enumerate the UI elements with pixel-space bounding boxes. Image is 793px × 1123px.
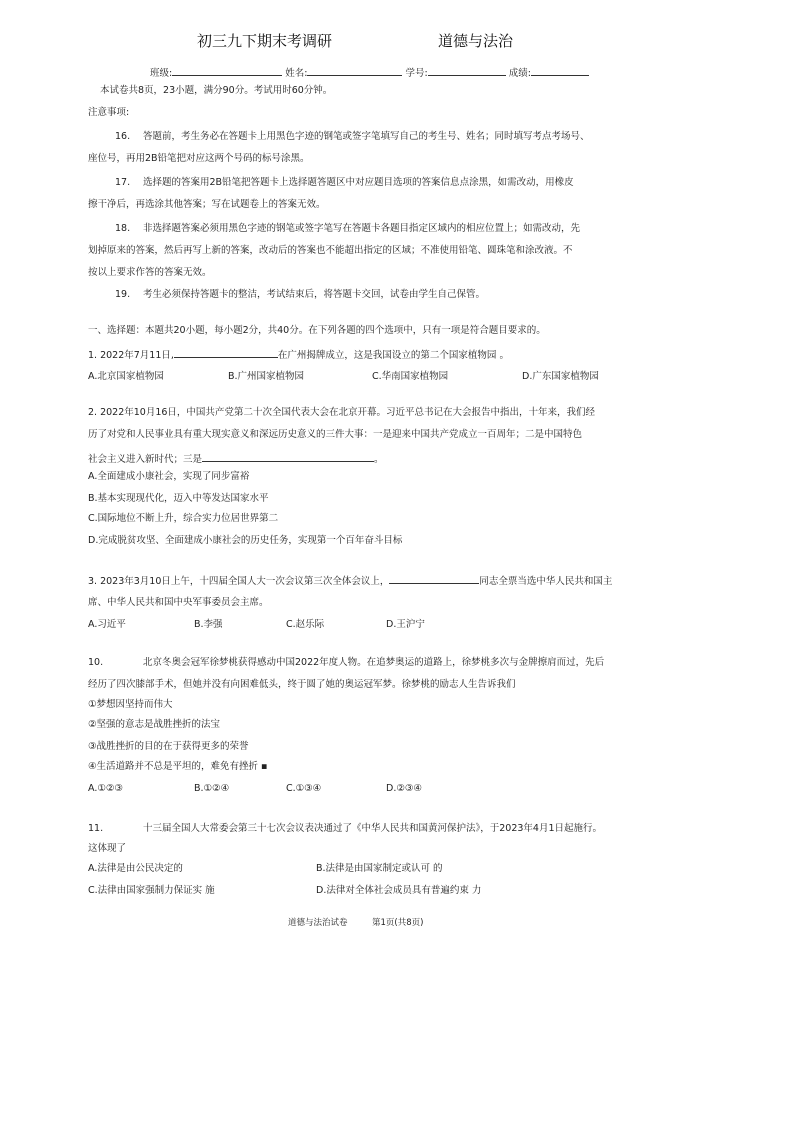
question-1 bbox=[88, 346, 509, 362]
score-label: 成绩: bbox=[508, 68, 531, 79]
subject-title: 道德与法治 bbox=[438, 32, 514, 50]
option-c[interactable]: C.①③④ bbox=[286, 783, 322, 794]
option-c[interactable]: C.华南国家植物园 bbox=[372, 371, 449, 382]
option-a[interactable]: A.①②③ bbox=[88, 783, 123, 794]
notice-line: 划掉原来的答案，然后再写上新的答案，改动后的答案也不能超出指定的区域；不准使用铅笔、圆珠笔和涂改液。不 bbox=[88, 245, 573, 256]
notice-line: 选择题的答案用2B铅笔把答题卡上选择题答题区中对应题目选项的答案信息点涂黑，如需改动，用橡皮 bbox=[143, 177, 574, 188]
question-text: 社会主义进入新时代；三是 bbox=[88, 454, 203, 465]
question-11-line: 十三届全国人大常委会第三十七次会议表决通过了《中华人民共和国黄河保护法》，于2023年4月1日起施行。 bbox=[143, 823, 603, 834]
option-c[interactable]: C.法律由国家强制力保证实 施 bbox=[88, 885, 215, 896]
question-text: 在广州揭牌成立，这是我国设立的第二个国家植物园 。 bbox=[277, 350, 509, 361]
number-label: 学号: bbox=[405, 68, 428, 79]
statement-item: ③战胜挫折的目的在于获得更多的荣誉 bbox=[88, 741, 249, 752]
option-d[interactable]: D.法律对全体社会成员具有普遍约束 力 bbox=[316, 885, 482, 896]
question-2-line bbox=[88, 450, 384, 466]
answer-blank[interactable] bbox=[174, 346, 278, 358]
question-text: 3. 2023年3月10日上午，十四届全国人大一次会议第三次全体会议上， bbox=[88, 576, 390, 587]
notice-line: 答题前，考生务必在答题卡上用黑色字迹的钢笔或签字笔填写自己的考生号、姓名；同时填写考点考场号、 bbox=[143, 131, 590, 142]
notice-number: 18. bbox=[115, 223, 131, 234]
question-2-line: 历了对党和人民事业具有重大现实意义和深远历史意义的三件大事：一是迎来中国共产党成立一百周年；二是中国特色 bbox=[88, 429, 583, 440]
notice-number: 19. bbox=[115, 289, 131, 300]
option-d[interactable]: D.王沪宁 bbox=[386, 619, 425, 630]
question-text: 。 bbox=[374, 454, 384, 465]
option-b[interactable]: B.法律是由国家制定或认可 的 bbox=[316, 863, 443, 874]
answer-blank[interactable] bbox=[389, 572, 479, 584]
notice-line: 座位号，再用2B铅笔把对应这两个号码的标号涂黑。 bbox=[88, 153, 310, 164]
question-10-line: 经历了四次膝部手术，但她并没有向困难低头，终于圆了她的奥运冠军梦。徐梦桃的励志人生告诉我们 bbox=[88, 679, 516, 690]
question-2-line: 2. 2022年10月16日，中国共产党第二十次全国代表大会在北京开幕。习近平总书记在大会报告中指出，十年来，我们经 bbox=[88, 407, 595, 418]
number-field[interactable] bbox=[428, 64, 506, 76]
name-label: 姓名: bbox=[285, 68, 308, 79]
question-10-line: 北京冬奥会冠军徐梦桃获得感动中国2022年度人物。在追梦奥运的道路上，徐梦桃多次与金牌擦肩而过，先后 bbox=[143, 657, 605, 668]
notice-number: 17. bbox=[115, 177, 131, 188]
question-11-line: 这体现了 bbox=[88, 843, 127, 854]
notice-number: 16. bbox=[115, 131, 131, 142]
statement-item: ④生活道路并不总是平坦的，难免有挫折 ▪ bbox=[88, 761, 268, 772]
option-d[interactable]: D.广东国家植物园 bbox=[522, 371, 599, 382]
notice-line: 考生必须保持答题卡的整洁，考试结束后，将答题卡交回，试卷由学生自己保管。 bbox=[143, 289, 486, 300]
question-3-line: 席、中华人民共和国中央军事委员会主席。 bbox=[88, 597, 269, 608]
notice-line: 非选择题答案必须用黑色字迹的钢笔或签字笔写在答题卡各题目指定区域内的相应位置上；如需改动，先 bbox=[143, 223, 581, 234]
option-b[interactable]: B.①②④ bbox=[194, 783, 230, 794]
name-field[interactable] bbox=[307, 64, 402, 76]
option-b[interactable]: B.李强 bbox=[194, 619, 223, 630]
question-text: 1. 2022年7月11日, bbox=[88, 350, 174, 361]
question-text: 同志全票当选中华人民共和国主 bbox=[479, 576, 613, 587]
option-a[interactable]: A.全面建成小康社会，实现了同步富裕 bbox=[88, 471, 250, 482]
exam-intro: 本试卷共8页，23小题，满分90分。考试用时60分钟。 bbox=[100, 85, 333, 96]
class-label: 班级: bbox=[150, 68, 173, 79]
option-d[interactable]: D.②③④ bbox=[386, 783, 422, 794]
question-number: 10. bbox=[88, 657, 104, 668]
exam-title: 初三九下期末考调研 bbox=[197, 32, 333, 50]
option-c[interactable]: C.国际地位不断上升，综合实力位居世界第二 bbox=[88, 513, 279, 524]
notice-line: 按以上要求作答的答案无效。 bbox=[88, 267, 212, 278]
section-heading: 一、选择题：本题共20小题，每小题2分，共40分。在下列各题的四个选项中，只有一项是符合题目要求的。 bbox=[88, 325, 546, 336]
notice-line: 擦干净后，再选涂其他答案；写在试题卷上的答案无效。 bbox=[88, 199, 326, 210]
statement-item: ②坚强的意志是战胜挫折的法宝 bbox=[88, 719, 221, 730]
statement-item: ①梦想因坚持而伟大 bbox=[88, 699, 173, 710]
question-3-line bbox=[88, 572, 612, 588]
option-b[interactable]: B.基本实现现代化，迈入中等发达国家水平 bbox=[88, 493, 269, 504]
option-d[interactable]: D.完成脱贫攻坚、全面建成小康社会的历史任务，实现第一个百年奋斗目标 bbox=[88, 535, 403, 546]
footer-subject: 道德与法治试卷 bbox=[288, 918, 348, 928]
option-c[interactable]: C.赵乐际 bbox=[286, 619, 325, 630]
question-number: 11. bbox=[88, 823, 104, 834]
class-field[interactable] bbox=[172, 64, 282, 76]
notice-title: 注意事项: bbox=[88, 107, 130, 118]
option-a[interactable]: A.习近平 bbox=[88, 619, 126, 630]
score-field[interactable] bbox=[531, 64, 589, 76]
option-a[interactable]: A.法律是由公民决定的 bbox=[88, 863, 183, 874]
footer-page-number: 第1页(共8页) bbox=[372, 918, 424, 928]
option-b[interactable]: B.广州国家植物园 bbox=[228, 371, 305, 382]
student-info-line bbox=[150, 64, 589, 80]
answer-blank[interactable] bbox=[202, 450, 374, 462]
option-a[interactable]: A.北京国家植物园 bbox=[88, 371, 164, 382]
